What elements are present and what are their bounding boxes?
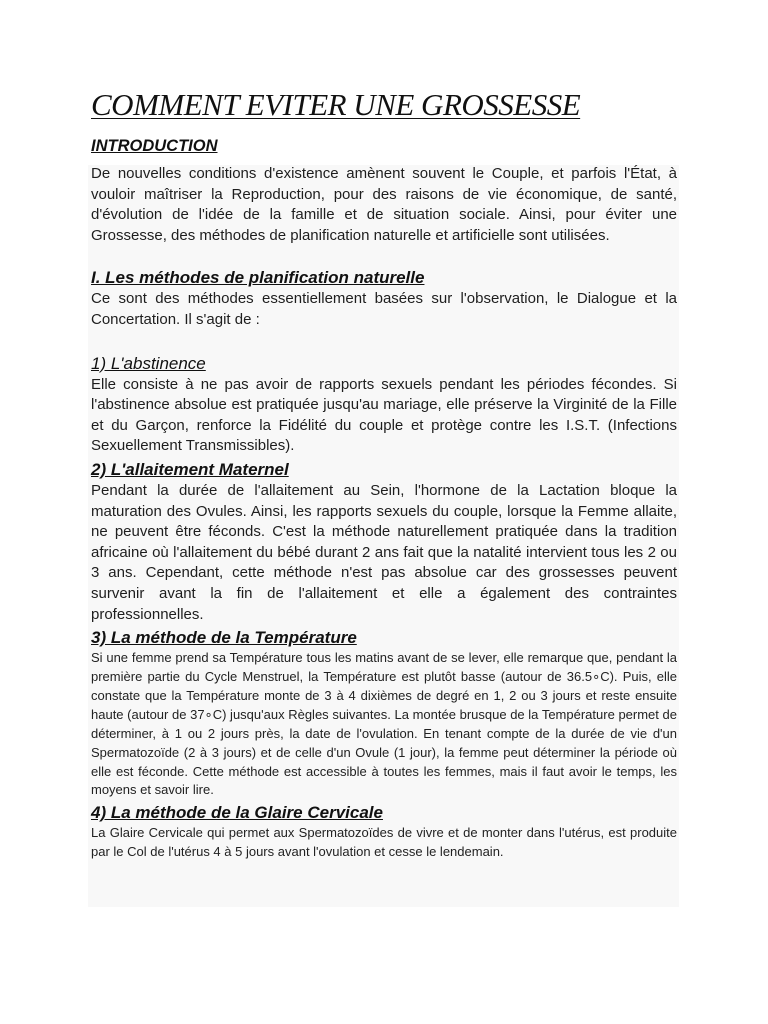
method-heading-breastfeeding: 2) L'allaitement Maternel	[91, 459, 289, 479]
section-intro-paragraph: Ce sont des méthodes essentiellement basées sur l'observation, le Dialogue et la Concertation. Il s'agit de :	[91, 290, 677, 328]
method-text-temperature: Si une femme prend sa Température tous les matins avant de se lever, elle remarque que, pendant la première partie du Cycle Menstruel, la Température est plutôt basse (autour de 36.5∘C). Puis, elle constate que la Température monte de 3 à 4 dixièmes de degré en 1, 2 ou 3 jours et reste ensuite haute (autour de 37∘C) jusqu'aux Règles suivantes. La montée brusque de la Température permet de déterminer, à 1 ou 2 jours près, la date de l'ovulation. En tenant compte de la durée de vie d'un Spermatozoïde (2 à 3 jours) et de celle d'un Ovule (1 jour), la femme peut déterminer la période où elle est féconde. Cette méthode est accessible à toutes les femmes, mais il faut avoir le temps, les moyens et savoir lire.	[91, 650, 677, 798]
introduction-paragraph: De nouvelles conditions d'existence amènent souvent le Couple, et parfois l'État, à vouloir maîtriser la Reproduction, pour des raisons de vie économique, de santé, d'évolution de l'idée de la famille et de situation sociale. Ainsi, pour éviter une Grossesse, des méthodes de planification naturelle et artificielle sont utilisées.	[91, 165, 677, 244]
document-content	[91, 86, 677, 862]
method-heading-temperature: 3) La méthode de la Température	[91, 628, 357, 648]
method-text-breastfeeding: Pendant la durée de l'allaitement au Sein, l'hormone de la Lactation bloque la maturation des Ovules. Ainsi, les rapports sexuels du couple, lorsque la Femme allaite, ne peuvent être féconds. C'est la méthode naturellement pratiquée dans la tradition africaine où l'allaitement du bébé durant 2 ans fait que la natalité intervient tous les 2 ou 3 ans. Cependant, cette méthode n'est pas absolue car des grossesses peuvent survenir avant la fin de l'allaitement et elle a également des contraintes professionnelles.	[91, 481, 677, 623]
method-heading-abstinence: 1) L'abstinence	[91, 353, 206, 373]
introduction-heading: INTRODUCTION	[91, 137, 218, 155]
section-heading-natural-methods: I. Les méthodes de planification naturelle	[91, 268, 425, 288]
method-text-cervical-mucus: La Glaire Cervicale qui permet aux Spermatozoïdes de vivre et de monter dans l'utérus, est produite par le Col de l'utérus 4 à 5 jours avant l'ovulation et cesse le lendemain.	[91, 825, 677, 860]
method-text-abstinence: Elle consiste à ne pas avoir de rapports sexuels pendant les périodes fécondes. Si l'abstinence absolue est pratiquée jusqu'au mariage, elle préserve la Virginité de la Fille et du Garçon, renforce la Fidélité du couple et protège contre les I.S.T. (Infections Sexuellement Transmissibles).	[91, 375, 677, 455]
method-heading-cervical-mucus: 4) La méthode de la Glaire Cervicale	[91, 803, 383, 823]
document-title: COMMENT EVITER UNE GROSSESSE	[91, 87, 581, 122]
